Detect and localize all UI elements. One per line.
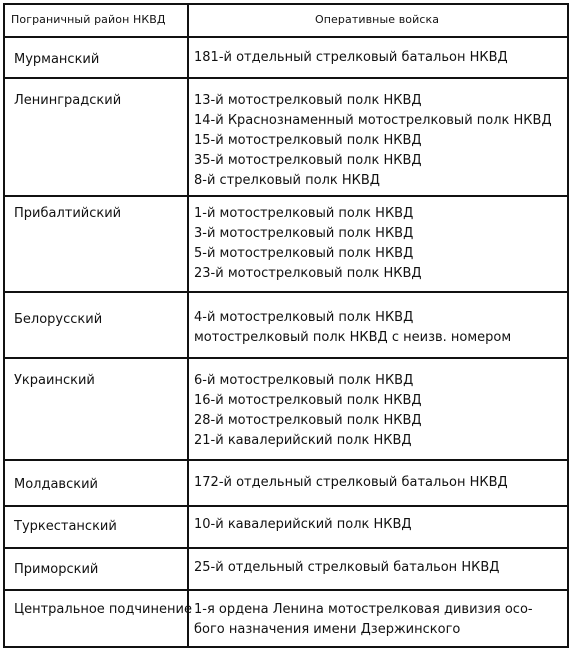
column-divider [187,5,189,646]
units-central [194,600,533,640]
unit-item: 28-й мотострелковый полк НКВД [194,413,422,428]
district-turkestan: Туркестанский [14,519,117,534]
row-divider [5,589,567,591]
district-leningrad: Ленинградский [14,93,122,108]
units-moldova [194,473,508,493]
header-troops: Оперативные войска [315,13,440,26]
district-moldova: Молдавский [14,477,98,492]
district-central: Центральное подчинение [14,602,192,617]
unit-item: 6-й мотострелковый полк НКВД [194,373,414,388]
district-belarus: Белорусский [14,312,103,327]
row-divider [5,291,567,293]
units-leningrad [194,91,552,191]
district-primorye: Приморский [14,562,99,577]
unit-item: 1-й мотострелковый полк НКВД [194,206,414,221]
unit-item: 10-й кавалерийский полк НКВД [194,517,412,532]
header-district: Пограничный район НКВД [11,13,166,26]
units-baltic [194,204,422,284]
unit-item: 5-й мотострелковый полк НКВД [194,246,414,261]
unit-item: 8-й стрелковый полк НКВД [194,173,380,188]
row-divider [5,77,567,79]
row-divider [5,505,567,507]
unit-item: 4-й мотострелковый полк НКВД [194,310,414,325]
district-baltic: Прибалтийский [14,206,122,221]
row-divider [5,357,567,359]
unit-item: 1-я ордена Ленина мотострелковая дивизия осо- [194,602,533,617]
units-belarus [194,308,511,348]
units-primorye [194,558,499,578]
row-divider [5,195,567,197]
district-ukraine: Украинский [14,373,95,388]
unit-item: 3-й мотострелковый полк НКВД [194,226,414,241]
unit-item: 21-й кавалерийский полк НКВД [194,433,412,448]
unit-item: 172-й отдельный стрелковый батальон НКВД [194,475,508,490]
district-murmansk: Мурманский [14,52,100,67]
unit-item: 181-й отдельный стрелковый батальон НКВД [194,50,508,65]
unit-item: 25-й отдельный стрелковый батальон НКВД [194,560,500,575]
unit-item: мотострелковый полк НКВД с неизв. номером [194,330,512,345]
unit-item: 35-й мотострелковый полк НКВД [194,153,422,168]
row-divider [5,459,567,461]
unit-item: 16-й мотострелковый полк НКВД [194,393,422,408]
row-divider [5,547,567,549]
unit-item: 13-й мотострелковый полк НКВД [194,93,422,108]
units-ukraine [194,371,422,451]
units-turkestan [194,515,412,535]
header-divider [5,36,567,38]
units-murmansk [194,48,508,68]
unit-item: 23-й мотострелковый полк НКВД [194,266,422,281]
unit-item: 15-й мотострелковый полк НКВД [194,133,422,148]
unit-item: 14-й Краснознаменный мотострелковый полк НКВД [194,113,552,128]
unit-item: бого назначения имени Дзержинского [194,622,461,637]
units-table [3,3,569,648]
